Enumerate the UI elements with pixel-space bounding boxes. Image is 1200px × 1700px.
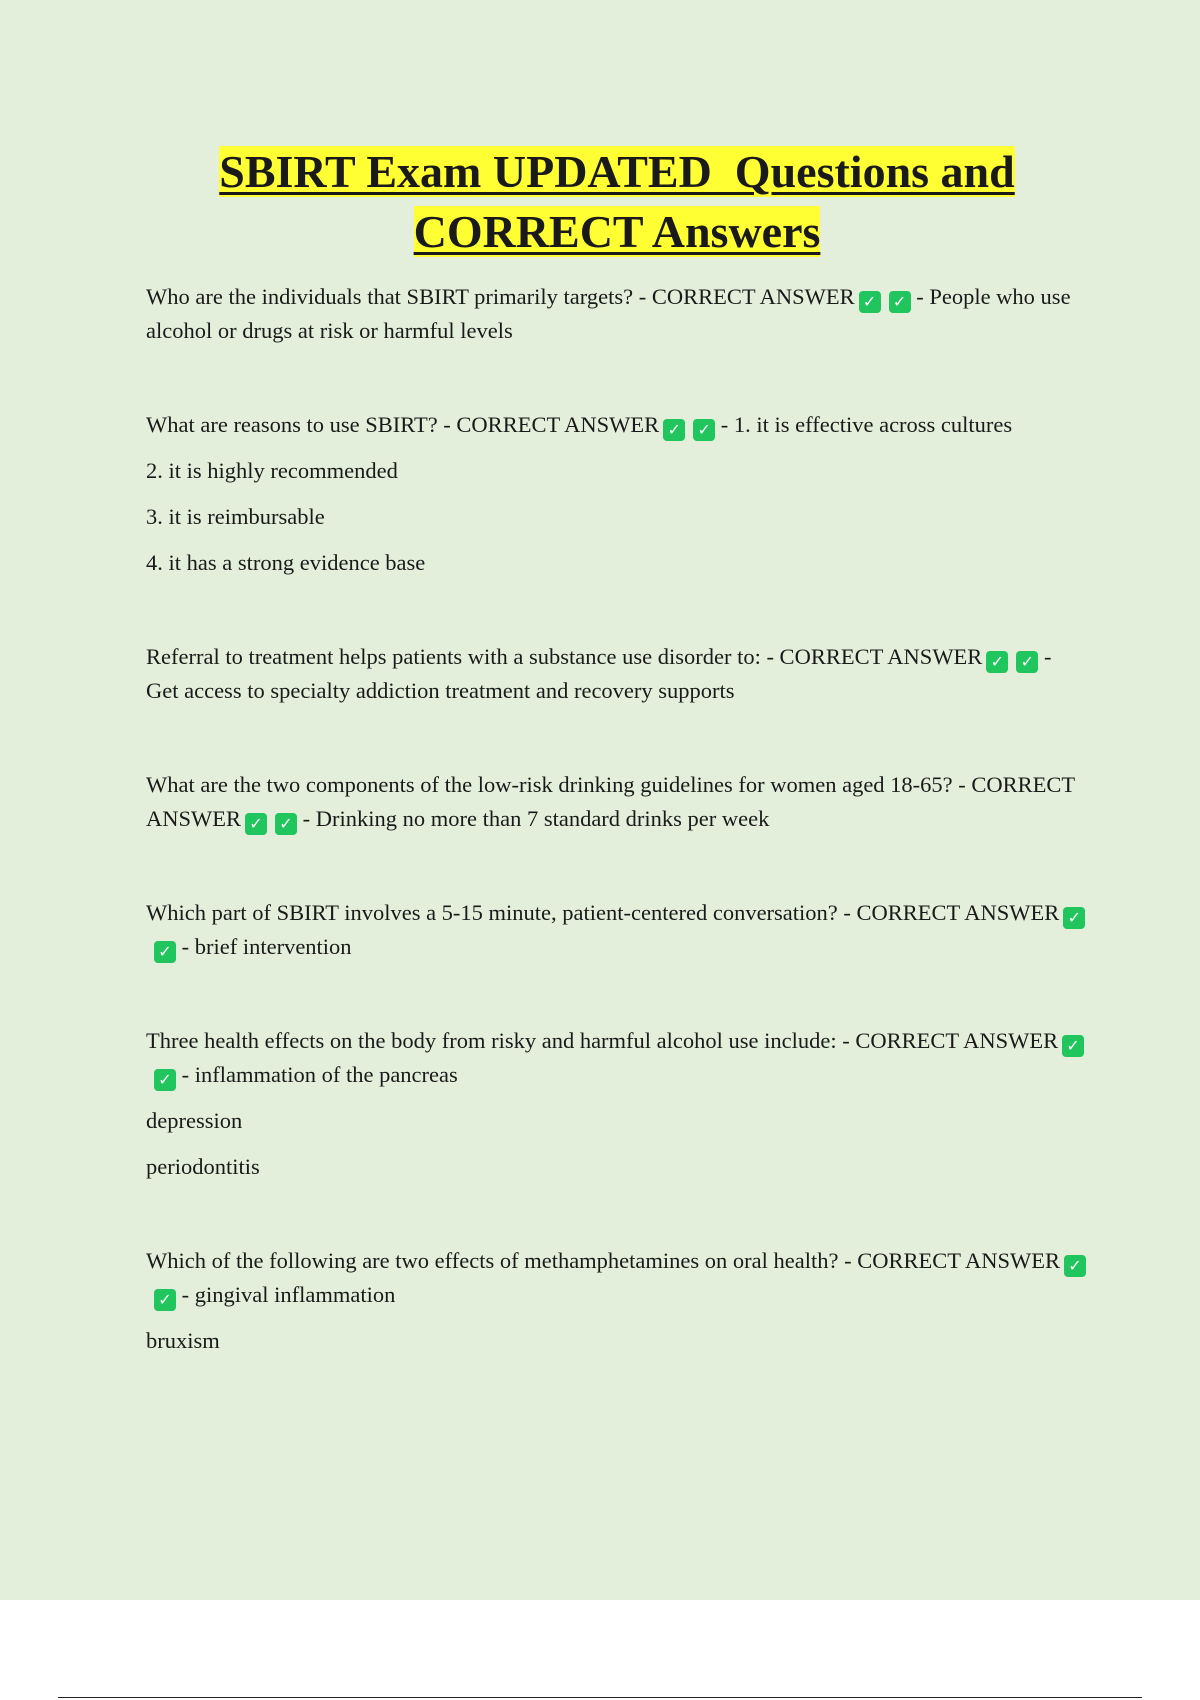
check-mark-icon: ✓: [859, 291, 881, 313]
check-mark-icon: ✓: [245, 813, 267, 835]
answer-text: - Get access to specialty addiction treatment and recovery supports: [146, 644, 1052, 703]
check-mark-icon: ✓: [1062, 1035, 1084, 1057]
title-line: SBIRT Exam UPDATED Questions and: [219, 146, 1015, 197]
qa-item: [146, 896, 1086, 964]
check-mark-icon: ✓: [154, 1069, 176, 1091]
question-text: What are reasons to use SBIRT? - CORRECT ANSWER: [146, 412, 660, 437]
check-mark-icon: ✓: [986, 651, 1008, 673]
qa-list: [146, 280, 1086, 1418]
question-text: Which part of SBIRT involves a 5-15 minute, patient-centered conversation? - CORRECT ANSWER: [146, 900, 1060, 925]
qa-item: [146, 408, 1086, 580]
question-text: Referral to treatment helps patients with a substance use disorder to: - CORRECT ANSWER: [146, 644, 983, 669]
qa-text: [146, 1244, 1086, 1312]
qa-item: [146, 280, 1086, 348]
qa-text: [146, 640, 1086, 708]
qa-text: [146, 408, 1086, 442]
question-text: Which of the following are two effects of methamphetamines on oral health? - CORRECT ANSWER: [146, 1248, 1060, 1273]
qa-text: [146, 1024, 1086, 1092]
answer-line: depression: [146, 1108, 243, 1133]
qa-text: [146, 768, 1086, 836]
check-mark-icon: ✓: [154, 1289, 176, 1311]
answer-line: periodontitis: [146, 1154, 260, 1179]
check-mark-icon: ✓: [154, 941, 176, 963]
answer-text: - Drinking no more than 7 standard drinks per week: [302, 806, 770, 831]
question-text: Who are the individuals that SBIRT primarily targets? - CORRECT ANSWER: [146, 284, 855, 309]
check-mark-icon: ✓: [275, 813, 297, 835]
qa-item: [146, 1024, 1086, 1184]
check-mark-icon: ✓: [663, 419, 685, 441]
answer-line: 2. it is highly recommended: [146, 458, 398, 483]
answer-line: 3. it is reimbursable: [146, 504, 325, 529]
qa-text: [146, 896, 1086, 964]
document-title: [0, 142, 1200, 262]
question-text: Three health effects on the body from risky and harmful alcohol use include: - CORRECT ANSWER: [146, 1028, 1059, 1053]
qa-text: [146, 280, 1086, 348]
qa-item: [146, 768, 1086, 836]
title-line: CORRECT Answers: [413, 206, 821, 257]
check-mark-icon: ✓: [1016, 651, 1038, 673]
answer-line: 4. it has a strong evidence base: [146, 550, 426, 575]
check-mark-icon: ✓: [889, 291, 911, 313]
answer-text: - brief intervention: [181, 934, 352, 959]
check-mark-icon: ✓: [693, 419, 715, 441]
answer-text: - inflammation of the pancreas: [181, 1062, 458, 1087]
answer-text: - 1. it is effective across cultures: [720, 412, 1013, 437]
check-mark-icon: ✓: [1064, 1255, 1086, 1277]
footer-divider: [58, 1697, 1142, 1698]
qa-item: [146, 1244, 1086, 1358]
answer-text: - gingival inflammation: [181, 1282, 396, 1307]
check-mark-icon: ✓: [1063, 907, 1085, 929]
answer-text: - People who use alcohol or drugs at risk or harmful levels: [146, 284, 1071, 343]
question-text: What are the two components of the low-risk drinking guidelines for women aged 18-65? - CORRECT ANSWER: [146, 772, 1075, 831]
qa-item: [146, 640, 1086, 708]
answer-line: bruxism: [146, 1328, 220, 1353]
